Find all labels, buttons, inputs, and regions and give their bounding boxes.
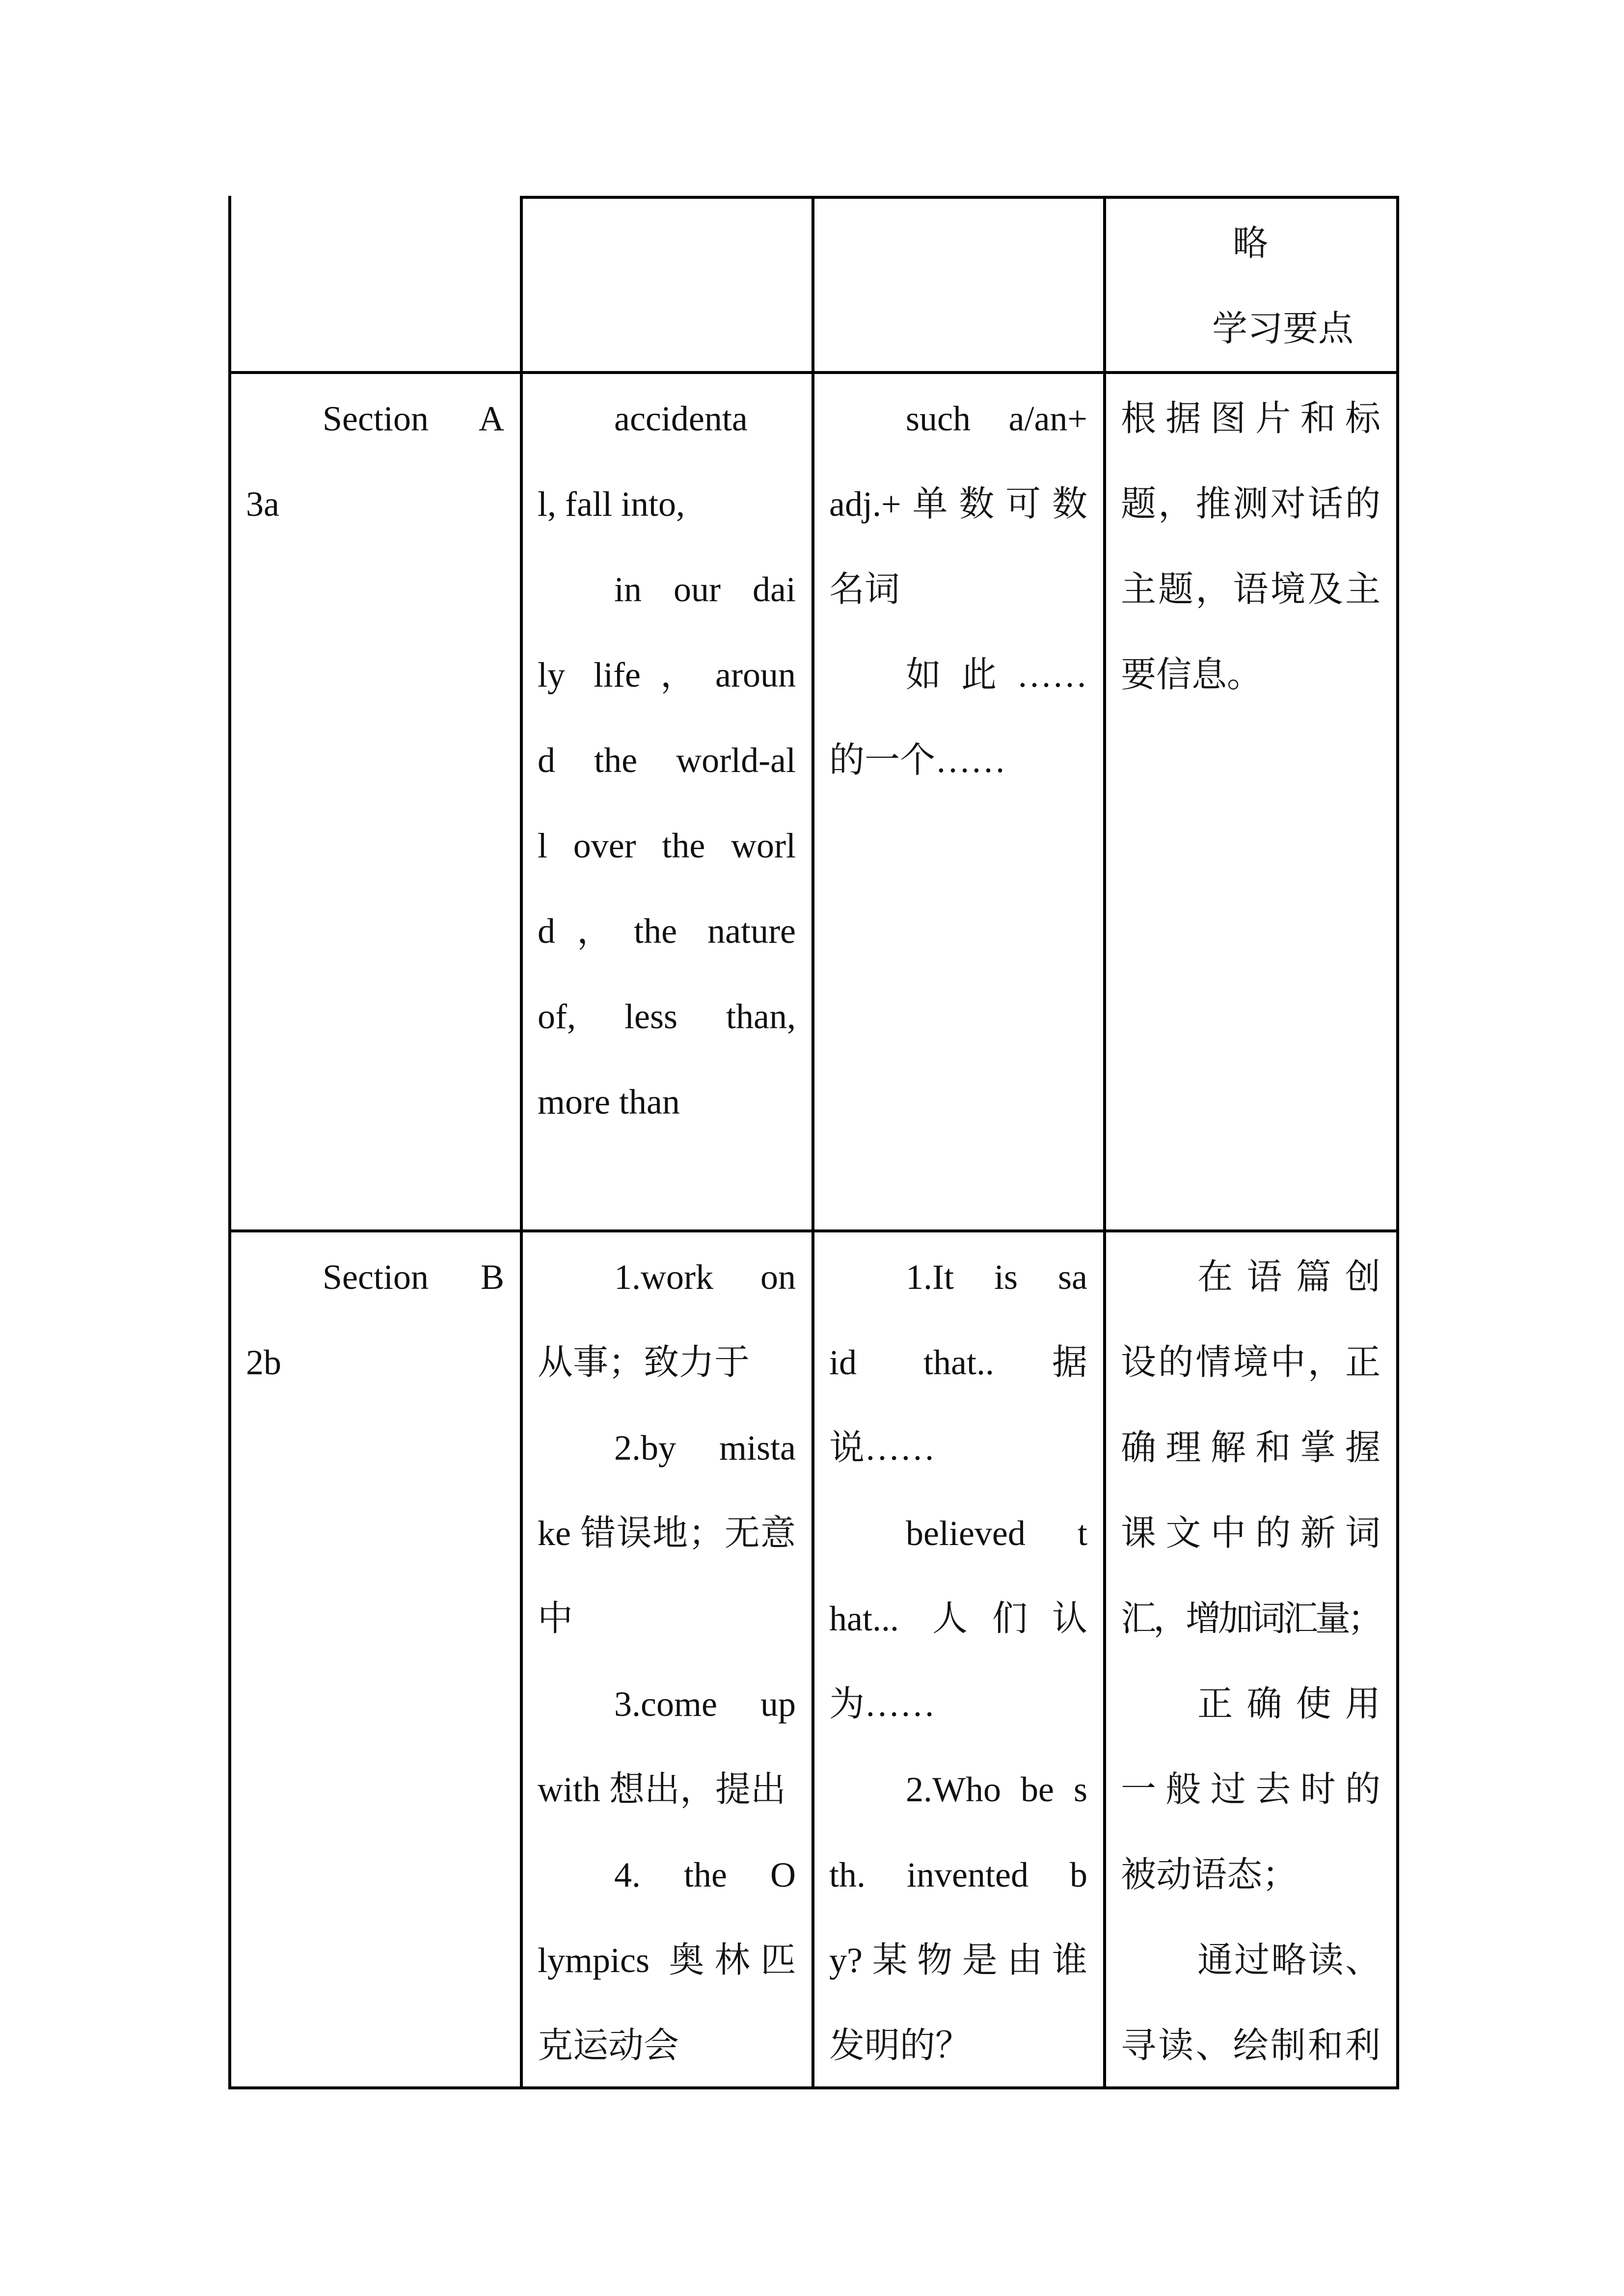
text-line: 克运动会 <box>538 2026 679 2065</box>
text-line: 题，推测对话的 <box>1121 484 1380 524</box>
text-line: 通过略读、 <box>1197 1941 1380 1980</box>
text-line: 4. the O <box>614 1855 796 1895</box>
vocabulary-cell <box>520 371 812 1229</box>
text-line: 汇，增加词汇量； <box>1121 1599 1380 1638</box>
text-line: 寻读、绘制和利 <box>1121 2026 1380 2065</box>
text-line: 确理解和掌握 <box>1121 1428 1380 1468</box>
text-line: 为…… <box>829 1684 936 1724</box>
lesson-cell <box>228 1229 520 2089</box>
text-line: 如此…… <box>906 655 1087 694</box>
text-line: 要信息。 <box>1121 655 1263 694</box>
text-line: l, fall into, <box>538 484 685 524</box>
sentence-pattern-cell <box>812 196 1103 371</box>
text-line: l over the worl <box>538 826 796 865</box>
text-line: of, less than, <box>538 997 796 1036</box>
text-line: such a/an+ <box>906 399 1087 438</box>
text-line: id that..据 <box>829 1343 1087 1382</box>
text-line: ke 错误地；无意 <box>538 1514 796 1553</box>
text-line: adj.+单数可数 <box>829 484 1087 524</box>
section-label: 3a <box>246 484 279 524</box>
text-line: in our dai <box>614 570 796 609</box>
lesson-plan-table <box>228 196 1399 2089</box>
text-line: 在语篇创 <box>1197 1257 1380 1297</box>
text-line: 根据图片和标 <box>1121 399 1380 438</box>
text-line: 一般过去时的 <box>1121 1770 1380 1809</box>
text-line: accidenta <box>614 399 748 438</box>
text-line: 中 <box>538 1599 573 1638</box>
text-line: 1.work on <box>614 1257 796 1297</box>
text-line: 名词 <box>829 570 900 609</box>
text-line: th. invented b <box>829 1855 1087 1895</box>
text-line: ly life，aroun <box>538 655 796 694</box>
text-line: 3.come up <box>614 1684 796 1724</box>
text-line: believed t <box>906 1514 1087 1553</box>
text-line: 被动语态； <box>1121 1855 1298 1895</box>
text-line: y?某物是由谁 <box>829 1941 1087 1980</box>
section-label: Section A <box>323 399 504 438</box>
text-line: with 想出，提出 <box>538 1770 786 1809</box>
vocabulary-cell <box>520 196 812 371</box>
text-line: 2.by mista <box>614 1428 796 1468</box>
text-line: more than <box>538 1082 680 1121</box>
text-line: 1.It is sa <box>906 1257 1087 1297</box>
sentence-pattern-cell <box>812 371 1103 1229</box>
section-label: Section B <box>323 1257 504 1297</box>
text-line: 从事；致力于 <box>538 1343 750 1382</box>
learning-points-cell <box>1103 371 1399 1229</box>
text-line: 正确使用 <box>1197 1684 1380 1724</box>
sentence-pattern-cell <box>812 1229 1103 2089</box>
section-label: 2b <box>246 1343 281 1382</box>
lesson-cell <box>228 371 520 1229</box>
text-line: 学习要点 <box>1212 309 1354 348</box>
text-line: d，the nature <box>538 911 796 951</box>
text-line: 2.Who be s <box>906 1770 1087 1809</box>
text-line: d the world-al <box>538 741 796 780</box>
text-line: 的一个…… <box>829 741 1006 780</box>
text-line: 设的情境中，正 <box>1121 1343 1380 1382</box>
learning-points-cell <box>1103 196 1399 371</box>
text-line: hat... 人们认 <box>829 1599 1087 1638</box>
text-line: 略 <box>1233 224 1269 263</box>
text-line: 发明的？ <box>829 2026 971 2065</box>
text-line: lympics 奥林匹 <box>538 1941 796 1980</box>
vocabulary-cell <box>520 1229 812 2089</box>
text-line: 课文中的新词 <box>1121 1514 1380 1553</box>
lesson-cell <box>228 196 520 371</box>
text-line: 说…… <box>829 1428 936 1468</box>
text-line: 主题，语境及主 <box>1121 570 1380 609</box>
learning-points-cell <box>1103 1229 1399 2089</box>
